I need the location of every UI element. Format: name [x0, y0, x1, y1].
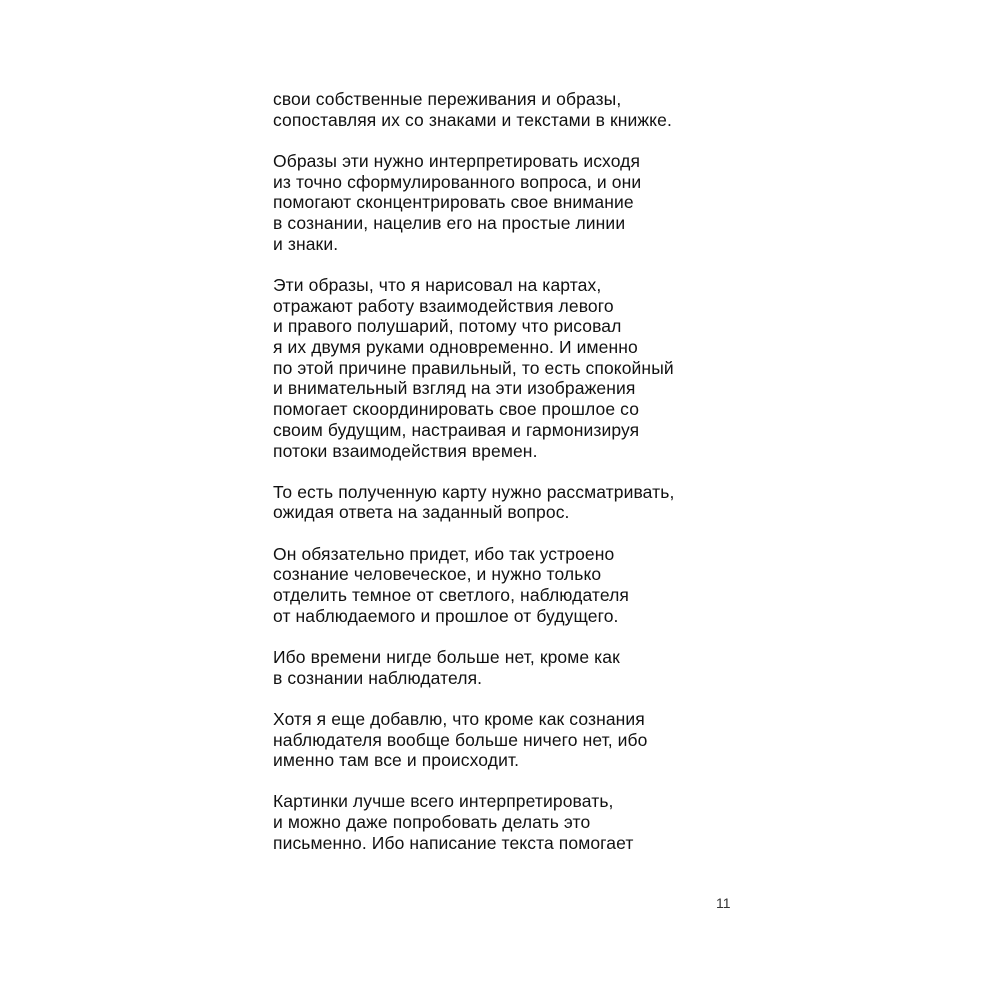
- page-number: 11: [716, 895, 731, 911]
- text-line: отделить темное от светлого, наблюдателя: [273, 585, 629, 606]
- text-line: сопоставляя их со знаками и текстами в книжке.: [273, 109, 672, 130]
- paragraph-6: [273, 647, 713, 688]
- text-line: потоки взаимодействия времен.: [273, 440, 538, 461]
- text-line: Ибо времени нигде больше нет, кроме как: [273, 646, 620, 667]
- paragraph-4: [273, 482, 713, 523]
- text-line: из точно сформулированного вопроса, и они: [273, 171, 642, 192]
- text-line: помогают сконцентрировать свое внимание: [273, 192, 634, 213]
- text-line: и можно даже попробовать делать это: [273, 812, 591, 833]
- paragraph-3: [273, 275, 713, 461]
- text-line: помогает скоординировать свое прошлое со: [273, 399, 640, 420]
- text-line: ожидая ответа на заданный вопрос.: [273, 502, 570, 523]
- paragraph-8: [273, 791, 713, 853]
- text-line: наблюдателя вообще больше ничего нет, ибо: [273, 729, 648, 750]
- text-line: отражают работу взаимодействия левого: [273, 295, 614, 316]
- text-line: Он обязательно придет, ибо так устроено: [273, 543, 615, 564]
- text-line: и знаки.: [273, 233, 339, 254]
- text-line: Хотя я еще добавлю, что кроме как сознания: [273, 708, 645, 729]
- body-text: [273, 89, 713, 874]
- text-line: в сознании наблюдателя.: [273, 667, 483, 688]
- text-line: в сознании, нацелив его на простые линии: [273, 213, 626, 234]
- text-line: То есть полученную карту нужно рассматривать,: [273, 481, 675, 502]
- text-line: именно там все и происходит.: [273, 750, 520, 771]
- text-line: и внимательный взгляд на эти изображения: [273, 378, 636, 399]
- text-line: и правого полушарий, потому что рисовал: [273, 316, 622, 337]
- text-line: письменно. Ибо написание текста помогает: [273, 832, 634, 853]
- text-line: я их двумя руками одновременно. И именно: [273, 337, 638, 358]
- text-line: по этой причине правильный, то есть спокойный: [273, 357, 674, 378]
- text-line: свои собственные переживания и образы,: [273, 89, 622, 109]
- paragraph-1: [273, 89, 713, 130]
- paragraph-2: [273, 151, 713, 255]
- text-line: своим будущим, настраивая и гармонизируя: [273, 419, 640, 440]
- paragraph-7: [273, 709, 713, 771]
- text-line: Эти образы, что я нарисовал на картах,: [273, 274, 602, 295]
- text-line: сознание человеческое, и нужно только: [273, 564, 602, 585]
- text-line: от наблюдаемого и прошлое от будущего.: [273, 605, 619, 626]
- paragraph-5: [273, 544, 713, 627]
- text-line: Образы эти нужно интерпретировать исходя: [273, 150, 641, 171]
- text-line: Картинки лучше всего интерпретировать,: [273, 791, 614, 812]
